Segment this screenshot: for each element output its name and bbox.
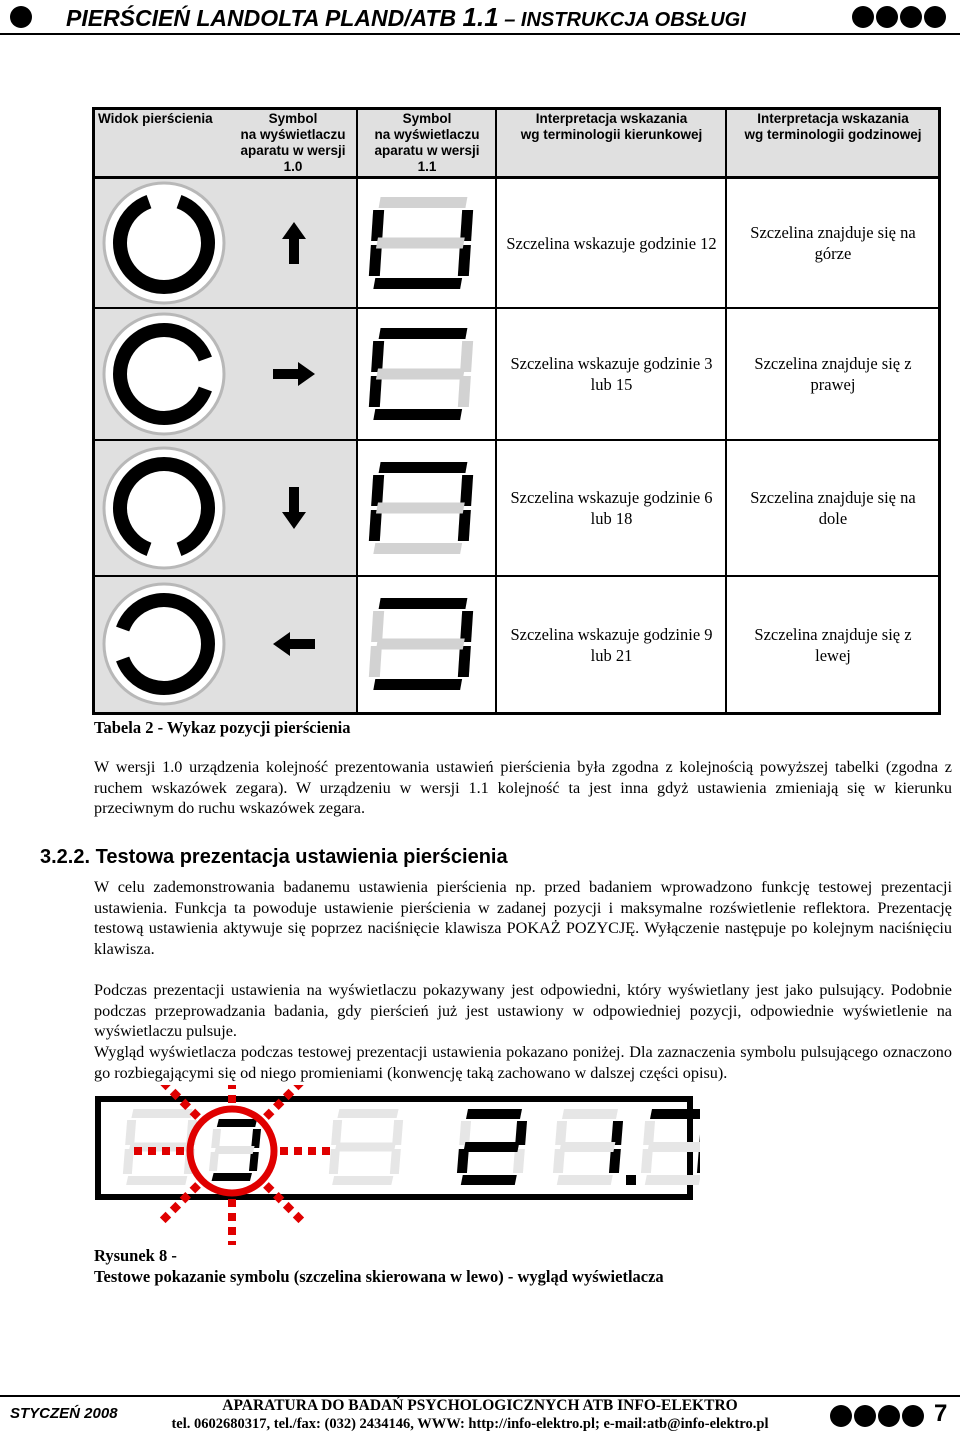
seven-segment-icon bbox=[369, 462, 473, 554]
seven-segment-icon bbox=[369, 598, 473, 690]
ring-positions-table bbox=[92, 107, 941, 715]
column-header-symbol-v10: Symbol na wyświetlaczu aparatu w wersji 1.0 bbox=[240, 111, 346, 174]
display-digit bbox=[457, 1109, 527, 1185]
footer-bullet-icon bbox=[878, 1405, 900, 1427]
table-row-directional: Szczelina wskazuje godzinie 9 lub 21 bbox=[510, 624, 713, 665]
display-figure bbox=[90, 1085, 700, 1245]
footer-bullet-icon bbox=[902, 1405, 924, 1427]
arrow-left-icon bbox=[273, 632, 315, 656]
table-row-directional: Szczelina wskazuje godzinie 6 lub 18 bbox=[510, 488, 713, 528]
table-row-directional: Szczelina wskazuje godzinie 12 bbox=[506, 233, 717, 253]
figure-caption bbox=[94, 1245, 664, 1287]
figure-caption-text: Testowe pokazanie symbolu (szczelina skierowana w lewo) - wygląd wyświetlacza bbox=[94, 1267, 664, 1286]
landolt-ring-icon bbox=[104, 314, 224, 434]
landolt-ring-icon bbox=[104, 183, 224, 303]
column-header-symbol-v11: Symbol na wyświetlaczu aparatu w wersji 1.1 bbox=[374, 111, 480, 174]
table-row-clock: Szczelina znajduje się z prawej bbox=[754, 354, 912, 394]
paragraph-test-function: W celu zademonstrowania badanemu ustawienia pierścienia np. przed badaniem wprowadzono funkcję testowej prezentacji ustawienia. Funkcja ta powoduje ustawienie pierścienia w zadanej pozycji i maksymalne rozświetlenie reflektora. Prezentację testową ustawienia aktywuje się poprzez naciśnięcie klawisza POKAŻ POZYCJĘ. Wyłączenie następuje po kolejnym naciśnięciu klawisza. bbox=[94, 878, 952, 958]
footer-date: STYCZEŃ 2008 bbox=[10, 1405, 118, 1422]
column-header-clock: Interpretacja wskazania wg terminologii godzinowej bbox=[744, 111, 922, 142]
figure-caption-number: Rysunek 8 - bbox=[94, 1246, 177, 1265]
header-bullet-icon bbox=[10, 6, 32, 28]
footer-company: APARATURA DO BADAŃ PSYCHOLOGICZNYCH ATB INFO-ELEKTRO bbox=[222, 1397, 738, 1414]
footer-bullet-icon bbox=[830, 1405, 852, 1427]
seven-segment-icon bbox=[369, 328, 473, 420]
decimal-point bbox=[626, 1175, 636, 1185]
header-title-text: PIERŚCIEŃ LANDOLTA PLAND/ATB bbox=[66, 5, 463, 31]
table-row-directional: Szczelina wskazuje godzinie 3 lub 15 bbox=[510, 354, 713, 394]
landolt-ring-icon bbox=[104, 584, 224, 704]
header-bullet-icon bbox=[852, 6, 874, 28]
paragraph-version-order: W wersji 1.0 urządzenia kolejność prezentowania ustawień pierścienia była zgodna z kolejnością powyższej tabelki (zgodna z ruchem wskazówek zegara). W urządzeniu w wersji 1.1 kolejność ta jest inna gdyż ustawienia zmieniają się w kierunku przeciwnym do ruchu wskazówek zegara. bbox=[94, 758, 952, 817]
header-title-version: 1.1 bbox=[462, 2, 499, 32]
table-row-clock: Szczelina znajduje się na dole bbox=[750, 488, 916, 528]
arrow-down-icon bbox=[282, 487, 306, 529]
page-header-title bbox=[66, 2, 746, 33]
landolt-ring-icon bbox=[104, 448, 224, 568]
footer-bullet-icon bbox=[854, 1405, 876, 1427]
arrow-up-icon bbox=[282, 222, 306, 264]
table-caption: Tabela 2 - Wykaz pozycji pierścienia bbox=[94, 718, 351, 737]
header-rule bbox=[0, 33, 960, 35]
display-digit bbox=[553, 1109, 623, 1185]
header-bullet-icon bbox=[900, 6, 922, 28]
display-digits bbox=[123, 1109, 700, 1185]
section-title: 3.2.2. Testowa prezentacja ustawienia pierścienia bbox=[40, 846, 508, 868]
header-title-suffix: – INSTRUKCJA OBSŁUGI bbox=[498, 9, 746, 31]
table-symbols-svg bbox=[92, 107, 941, 715]
pulsing-symbol bbox=[209, 1119, 261, 1181]
arrow-right-icon bbox=[273, 362, 315, 386]
page-number: 7 bbox=[934, 1400, 948, 1427]
table-row-clock: Szczelina znajduje się na górze bbox=[750, 223, 916, 263]
paragraph-figure-intro: Wygląd wyświetlacza podczas testowej prezentacji ustawienia pokazano poniżej. Dla zaznaczenia symbolu pulsującego oznaczono go rozbiegającymi się od niego promieniami (konwencję taką zachowano w dalszej części opisu). bbox=[94, 1043, 952, 1082]
seven-segment-icon bbox=[369, 197, 473, 289]
column-header-ring-view: Widok pierścienia bbox=[98, 111, 213, 126]
paragraph-pulsing: Podczas prezentacji ustawienia na wyświetlaczu pokazywany jest odpowiedni, który wyświetlany jest jako pulsujący. Podobnie podczas przeprowadzania badania, gdy pierścień już jest ustawiony w odpowiedniej pozycji, odpowiednie wyświetlenie na wyświetlaczu pulsuje. bbox=[94, 981, 952, 1040]
table-row-clock: Szczelina znajduje się z lewej bbox=[754, 624, 912, 665]
header-bullet-icon bbox=[876, 6, 898, 28]
header-bullet-icon bbox=[924, 6, 946, 28]
footer-contact: tel. 0602680317, tel./fax: (032) 2434146, WWW: http://info-elektro.pl; e-mail:atb@info-elektro.pl bbox=[171, 1416, 769, 1432]
column-header-directional: Interpretacja wskazania wg terminologii kierunkowej bbox=[520, 111, 703, 142]
